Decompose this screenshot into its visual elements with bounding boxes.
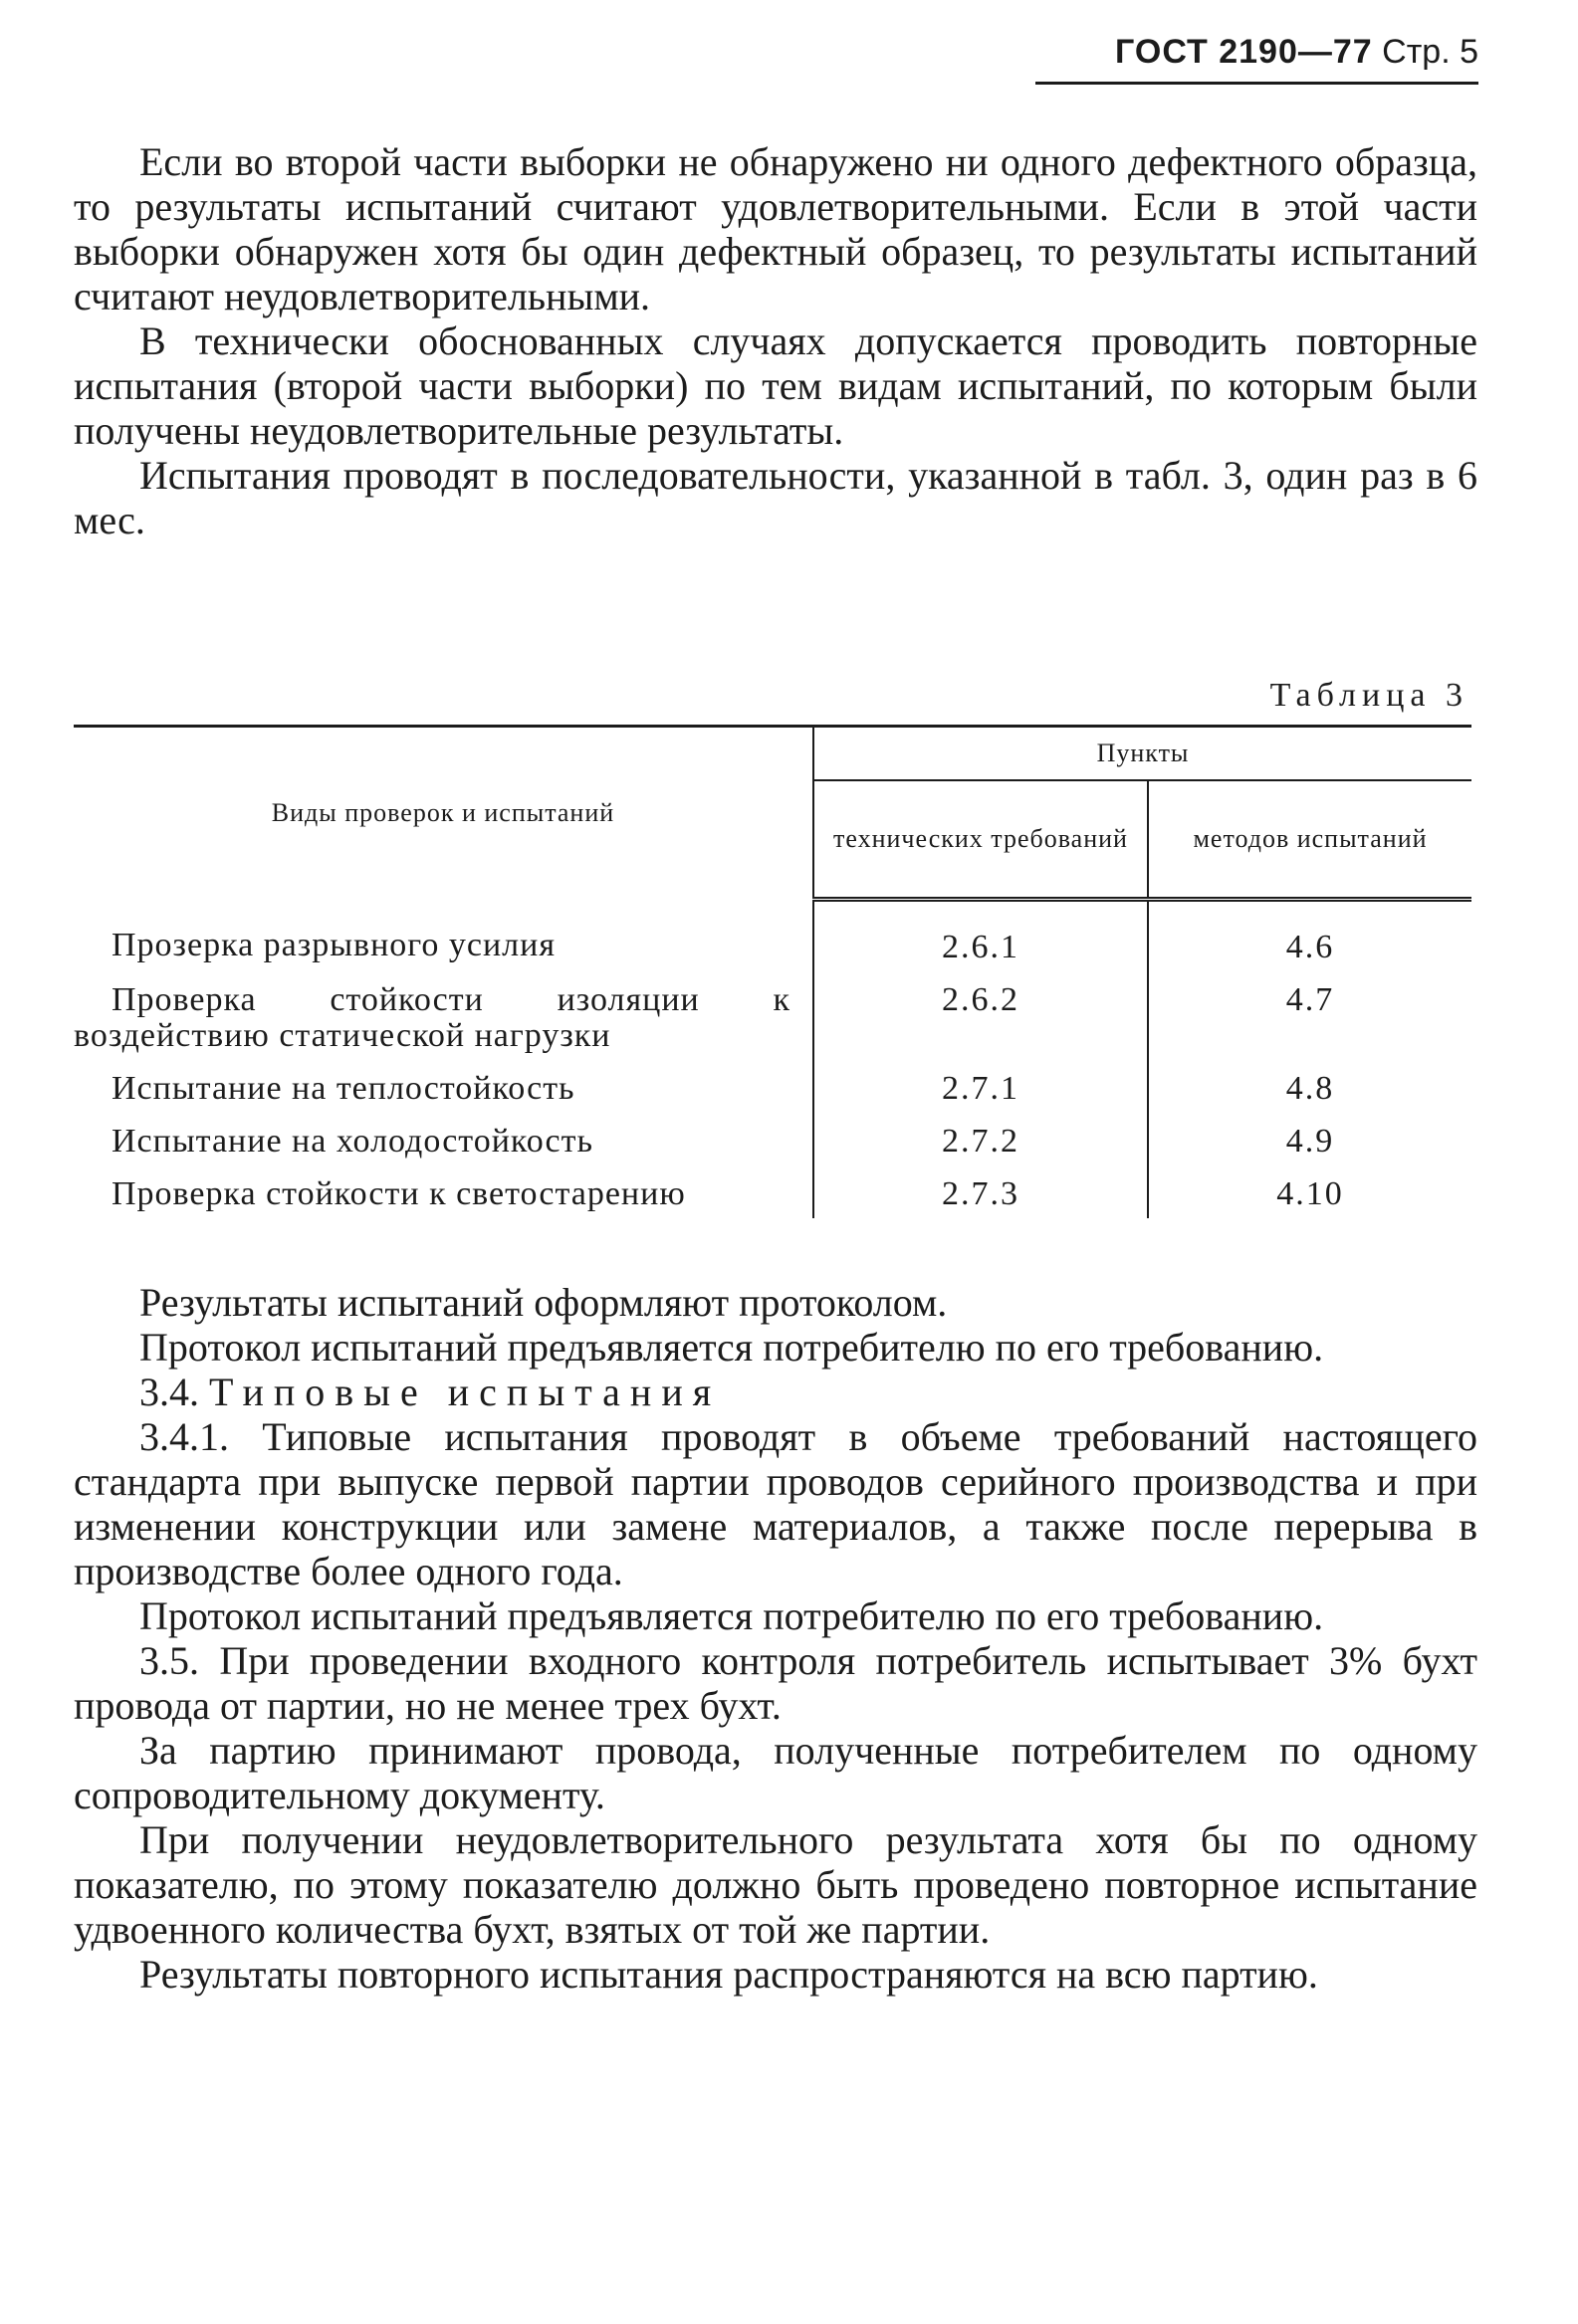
paragraph: Испытания проводят в последовательности, указанной в табл. 3, один раз в 6 мес. bbox=[74, 453, 1477, 542]
method-clause: 4.6 bbox=[1285, 929, 1335, 965]
tech-clause: 2.6.1 bbox=[813, 900, 1148, 983]
test-name: Проверка стойкости изоляции к воздействию статической нагрузки bbox=[74, 982, 813, 1071]
test-name: Прозерка разрывного усилия bbox=[74, 900, 813, 983]
section-title: Типовые испытания bbox=[209, 1370, 722, 1414]
table-row bbox=[74, 1071, 1471, 1124]
paragraph: Результаты повторного испытания распространяются на всю партию. bbox=[139, 1952, 1318, 1997]
paragraph: 3.4.1. Типовые испытания проводят в объеме требований настоящего стандарта при выпуске первой партии проводов серийного производства и при изменении конструкции или замене материалов, а также после перерыва в производстве более одного года. bbox=[74, 1414, 1477, 1593]
page-header bbox=[1030, 30, 1478, 74]
paragraph: Протокол испытаний предъявляется потребителю по его требованию. bbox=[139, 1325, 1324, 1370]
header-points: Пункты bbox=[813, 727, 1471, 781]
paragraph: За партию принимают провода, полученные потребителем по одному сопроводительному документу. bbox=[74, 1728, 1477, 1817]
text-block-top bbox=[74, 139, 1477, 542]
test-name: Испытание на теплостойкость bbox=[74, 1071, 813, 1124]
header-tech-requirements: технических требований bbox=[813, 780, 1148, 900]
method-clause: 4.7 bbox=[1285, 981, 1335, 1018]
standard-number: ГОСТ 2190—77 bbox=[1115, 33, 1373, 71]
tech-clause: 2.7.2 bbox=[813, 1124, 1148, 1176]
header-test-methods: методов испытаний bbox=[1148, 780, 1471, 900]
paragraph: Результаты испытаний оформляют протоколом. bbox=[139, 1280, 948, 1325]
tech-clause: 2.6.2 bbox=[813, 982, 1148, 1071]
paragraph: При получении неудовлетворительного результата хотя бы по одному показателю, по этому показателю должно быть проведено повторное испытание удвоенного количества бухт, взятых от той же партии. bbox=[74, 1817, 1477, 1952]
paragraph: В технически обоснованных случаях допускается проводить повторные испытания (второй части выборки) по тем видам испытаний, по которым были получены неудовлетворительные результаты. bbox=[74, 318, 1477, 453]
table-title: Таблица 3 bbox=[1269, 677, 1468, 714]
tech-clause: 2.7.3 bbox=[813, 1176, 1148, 1218]
method-clause: 4.8 bbox=[1285, 1070, 1335, 1107]
test-name: Испытание на холодостойкость bbox=[74, 1124, 813, 1176]
paragraph: Протокол испытаний предъявляется потребителю по его требованию. bbox=[139, 1593, 1324, 1638]
text-block-bottom bbox=[74, 1280, 1477, 1997]
paragraph: 3.5. При проведении входного контроля потребитель испытывает 3% бухт провода от партии, но не менее трех бухт. bbox=[74, 1638, 1477, 1728]
table-row bbox=[74, 982, 1471, 1071]
table-row bbox=[74, 900, 1471, 983]
section-heading bbox=[74, 1370, 1477, 1414]
test-name: Проверка стойкости к светостарению bbox=[74, 1176, 813, 1218]
page-number: Стр. 5 bbox=[1382, 33, 1478, 71]
header-kind: Виды проверок и испытаний bbox=[74, 727, 813, 900]
section-number: 3.4. bbox=[139, 1370, 199, 1414]
tests-table bbox=[74, 725, 1471, 1218]
table-row bbox=[74, 1176, 1471, 1218]
tech-clause: 2.7.1 bbox=[813, 1071, 1148, 1124]
header-rule bbox=[1035, 82, 1478, 85]
method-clause: 4.9 bbox=[1285, 1123, 1335, 1160]
method-clause: 4.10 bbox=[1276, 1175, 1344, 1212]
paragraph: Если во второй части выборки не обнаружено ни одного дефектного образца, то результаты испытаний считают удовлетворительными. Если в этой части выборки обнаружен хотя бы один дефектный образец, то результаты испытаний считают неудовлетворительными. bbox=[74, 139, 1477, 318]
table-row bbox=[74, 1124, 1471, 1176]
